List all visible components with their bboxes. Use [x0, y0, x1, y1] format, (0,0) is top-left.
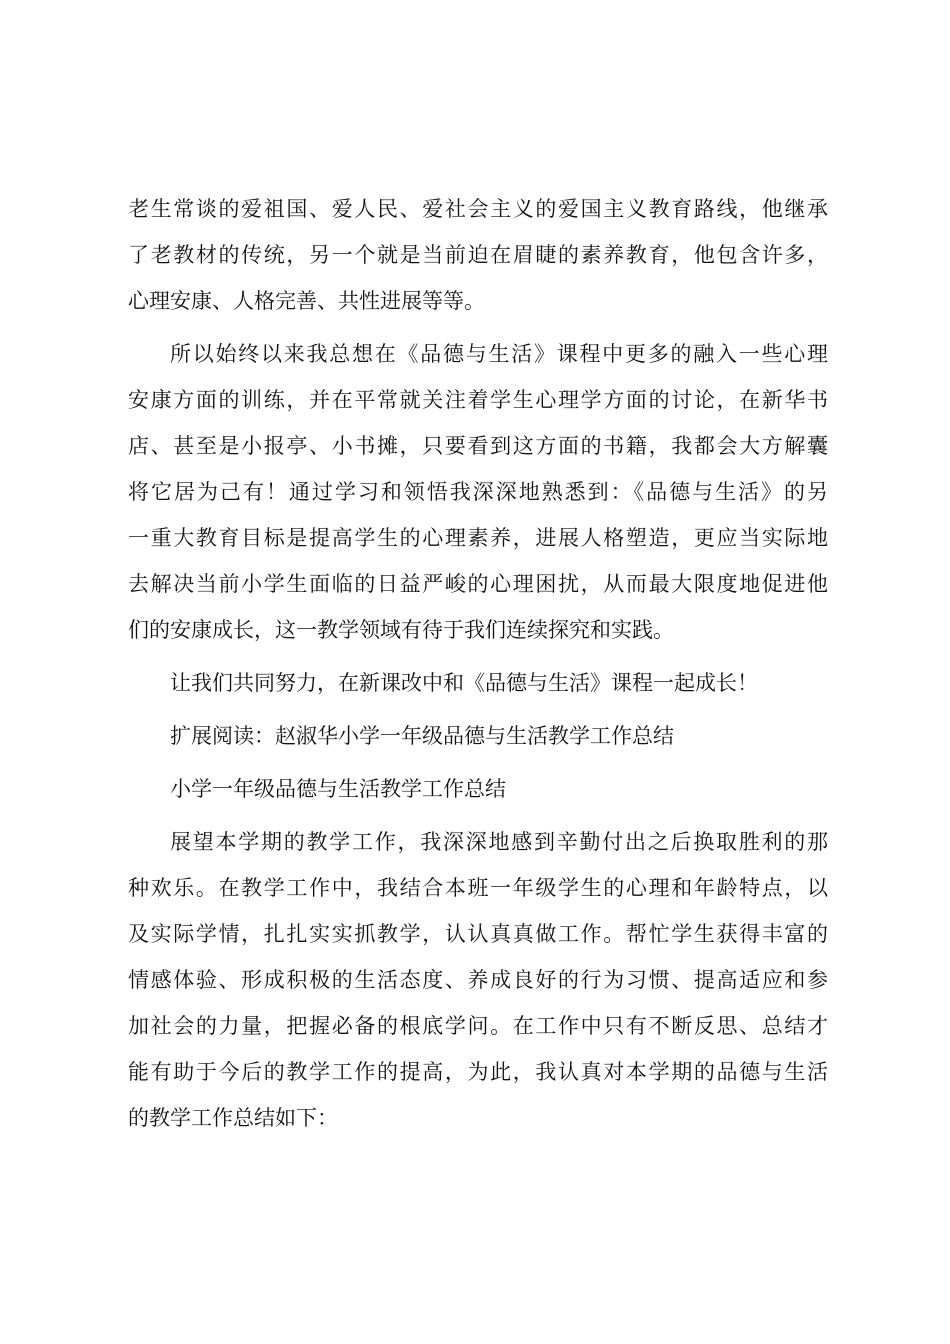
text-line: 心理安康、人格完善、共性进展等等。 [128, 289, 485, 313]
text-line: 展望本学期的教学工作，我深深地感到辛勤付出之后换取胜利的那 [170, 830, 828, 854]
paragraph [128, 713, 828, 759]
paragraph-gap [128, 706, 828, 713]
paragraph [128, 819, 828, 1141]
text-line: 能有助于今后的教学工作的提高，为此，我认真对本学期的品德与生活 [128, 1060, 828, 1084]
text-line: 所以始终以来我总想在《品德与生活》课程中更多的融入一些心理 [170, 342, 828, 366]
document-body [128, 186, 828, 1141]
paragraph-gap [128, 653, 828, 660]
text-line: 们的安康成长，这一教学领域有待于我们连续探究和实践。 [128, 618, 674, 642]
text-line: 了老教材的传统，另一个就是当前迫在眉睫的素养教育，他包含许多， [128, 243, 828, 267]
paragraph [128, 766, 828, 812]
text-line: 一重大教育目标是提高学生的心理素养，进展人格塑造，更应当实际地 [128, 526, 828, 550]
text-line: 去解决当前小学生面临的日益严峻的心理困扰，从而最大限度地促进他 [128, 572, 828, 596]
text-line: 扩展阅读：赵淑华小学一年级品德与生活教学工作总结 [170, 724, 674, 748]
paragraph [128, 660, 828, 706]
paragraph-gap [128, 812, 828, 819]
text-line: 及实际学情，扎扎实实抓教学，认认真真做工作。帮忙学生获得丰富的 [128, 922, 828, 946]
paragraph-gap [128, 324, 828, 331]
text-line: 的教学工作总结如下： [128, 1106, 338, 1130]
text-line: 让我们共同努力，在新课改中和《品德与生活》课程一起成长！ [170, 671, 758, 695]
paragraph [128, 331, 828, 653]
text-line: 种欢乐。在教学工作中，我结合本班一年级学生的心理和年龄特点，以 [128, 876, 828, 900]
text-line: 小学一年级品德与生活教学工作总结 [170, 777, 506, 801]
text-line: 将它居为己有！通过学习和领悟我深深地熟悉到：《品德与生活》的另 [128, 480, 828, 504]
text-line: 老生常谈的爱祖国、爱人民、爱社会主义的爱国主义教育路线，他继承 [128, 197, 828, 221]
text-line: 店、甚至是小报亭、小书摊，只要看到这方面的书籍，我都会大方解囊 [128, 434, 828, 458]
text-line: 安康方面的训练，并在平常就关注着学生心理学方面的讨论，在新华书 [128, 388, 828, 412]
paragraph-gap [128, 759, 828, 766]
text-line: 加社会的力量，把握必备的根底学问。在工作中只有不断反思、总结才 [128, 1014, 828, 1038]
text-line: 情感体验、形成积极的生活态度、养成良好的行为习惯、提高适应和参 [128, 968, 828, 992]
paragraph [128, 186, 828, 324]
